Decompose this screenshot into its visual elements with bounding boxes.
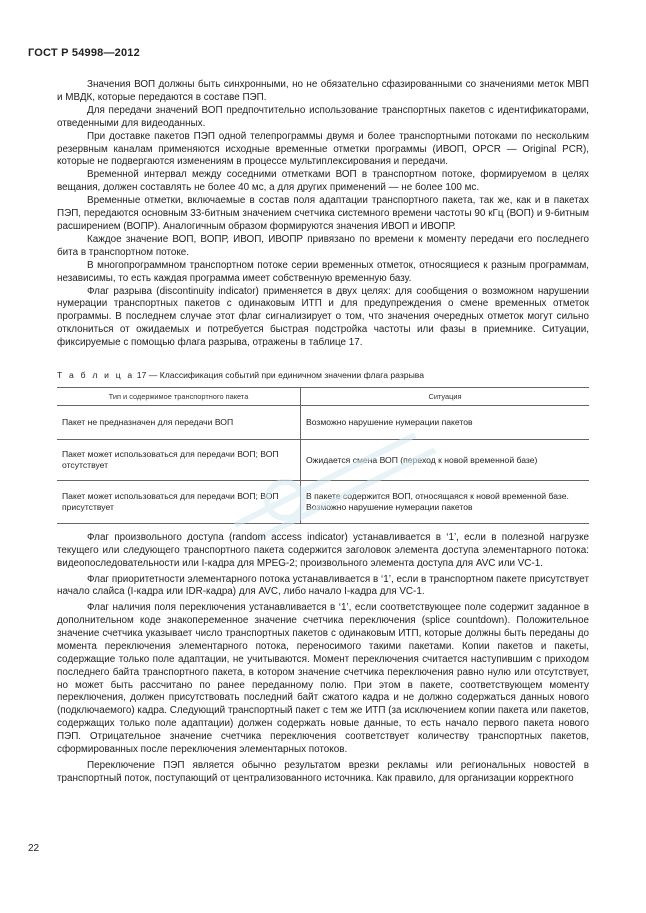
paragraph: Флаг произвольного доступа (random access indicator) устанавливается в ‘1’, если в полезной нагрузке текущего или следующего транспортного пакета содержится заголовок элемента доступа элементарного потока: видеопоследовательности или I-кадра для MPEG-2; произвольного элемента доступа для AVC или VC-1.: [57, 532, 589, 569]
text-block-top: [57, 79, 589, 350]
page-number: 22: [28, 843, 40, 854]
paragraph: При доставке пакетов ПЭП одной телепрограммы двумя и более транспортными потоками по нескольким резервным каналам применяются исходные временные отметки программы (ИВОП, OPCR — Original PCR), которые не подвергаются изменениям в процессе мультиплексирования и передачи.: [57, 130, 589, 168]
table-cell: Пакет может использоваться для передачи ВОП; ВОП отсутствует: [57, 440, 301, 481]
paragraph: Флаг наличия поля переключения устанавливается в ‘1’, если соответствующее поле содержит заданное в дополнительном коде знакопеременное значение счетчика переключения (splice countdown). Положительное значение счетчика указывает число транспортных пакетов с одинаковым ИТП, которые должны быть переданы до момента переключения элементарного потока, переносимого такими пакетами. Копии пакетов и пакеты, содержащие только поле адаптации, не учитываются. Момент переключения считается наступившим с приходом последнего байта транспортного пакета, в котором значение счетчика переключения равно нулю или отсутствует, но может быть рассчитано по ранее переданному полю. При этом в пакете, соответствующем моменту переключения, должен присутствовать последний байт сжатого кадра и не должно содержаться данных нового (подключаемого) кадра. Следующий транспортный пакет с тем же ИТП (за исключением копии пакета или пакетов, содержащих только поле адаптации) должен содержать новые данные, то есть начало первого пакета нового ПЭП. Отрицательное значение счетчика переключения соответствует количеству транспортных пакетов, сформированных после переключения элементарных потоков.: [57, 602, 589, 756]
table-cell: Ожидается смена ВОП (переход к новой временной базе): [301, 440, 590, 481]
table-row: [57, 406, 589, 440]
paragraph: Переключение ПЭП является обычно результатом врезки рекламы или региональных новостей в транспортный поток, поступающий от централизованного источника. Как правило, для организации корректного: [57, 759, 589, 784]
table-cell: В пакете содержится ВОП, относящаяся к новой временной базе. Возможно нарушение нумерации пакетов: [301, 481, 590, 524]
paragraph: Флаг разрыва (discontinuity indicator) применяется в двух целях: для сообщения о возможном нарушении нумерации транспортных пакетов с одинаковым ИТП и для предупреждения о смене временных отметок программы. В последнем случае этот флаг сигнализирует о том, что значения очередных отметок могут сильно отклониться от ожидаемых и потребуется быстрая подстройка частоты или фазы в приемнике. Ситуации, фиксируемые с помощью флага разрыва, отражены в таблице 17.: [57, 285, 589, 349]
document-header: ГОСТ Р 54998—2012: [28, 47, 140, 59]
table-cell: Пакет не предназначен для передачи ВОП: [57, 406, 301, 440]
text-block-bottom: [57, 532, 589, 786]
table-caption-text: 17 — Классификация событий при единичном значении флага разрыва: [136, 370, 425, 380]
paragraph: Временной интервал между соседними отметками ВОП в транспортном потоке, формируемом в целях вещания, должен составлять не более 40 мс, а для других применений — не более 100 мс.: [57, 169, 589, 194]
paragraph: Флаг приоритетности элементарного потока устанавливается в ‘1’, если в транспортном пакете присутствует начало слайса (I-кадра или IDR-кадра) для AVC, либо начало I-кадра для VC-1.: [57, 573, 589, 598]
table-cell: Возможно нарушение нумерации пакетов: [301, 406, 590, 440]
table-header-cell: Ситуация: [301, 388, 590, 406]
table-row: [57, 481, 589, 524]
table-caption-label: Т а б л и ц а: [57, 370, 135, 380]
paragraph: Для передачи значений ВОП предпочтительно использование транспортных пакетов с идентификаторами, отведенными для видеоданных.: [57, 104, 589, 129]
table-cell: Пакет может использоваться для передачи ВОП; ВОП присутствует: [57, 481, 301, 524]
table-caption: [57, 369, 589, 381]
paragraph: Временные отметки, включаемые в состав поля адаптации транспортного пакета, так же, как и в пакетах ПЭП, передаются основным 33-битным значением счетчика системного времени частоты 90 кГц (ВОП) и 9-битным расширением (ВОПР). Аналогичным образом формируются значения ИВОП и ИВОПР.: [57, 195, 589, 232]
table-header-row: [57, 388, 589, 406]
paragraph: Каждое значение ВОП, ВОПР, ИВОП, ИВОПР привязано по времени к моменту передачи его последнего бита в транспортном потоке.: [57, 233, 589, 258]
paragraph: Значения ВОП должны быть синхронными, но не обязательно сфазированными со значениями меток МВП и МВДК, которые передаются в составе ПЭП.: [57, 79, 589, 103]
table-17: [57, 387, 589, 524]
paragraph: В многопрограммном транспортном потоке серии временных отметок, относящиеся к разным программам, независимы, то есть каждая программа имеет собственную временную базу.: [57, 259, 589, 284]
table-header-cell: Тип и содержимое транспортного пакета: [57, 388, 301, 406]
table-row: [57, 440, 589, 481]
